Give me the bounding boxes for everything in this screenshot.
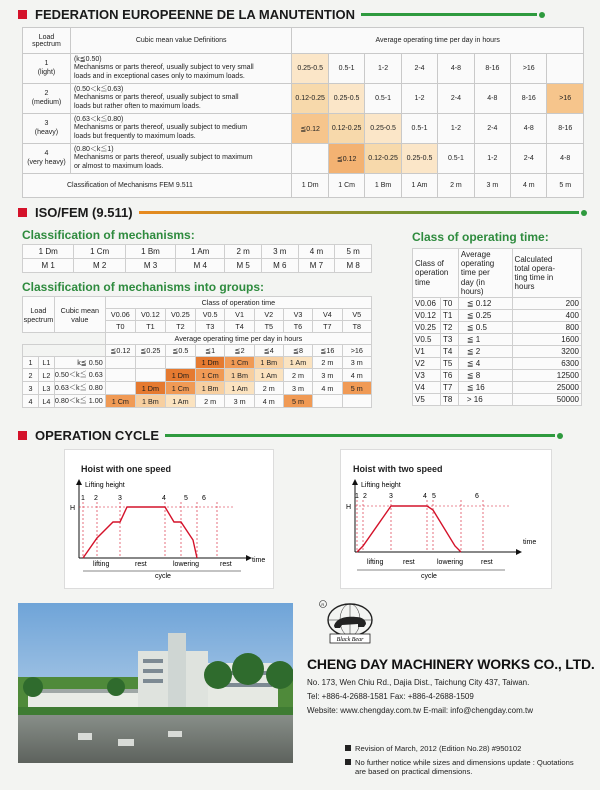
red-square-bullet bbox=[18, 208, 27, 217]
groups-hours-cell: ≦0.5 bbox=[165, 345, 195, 357]
mech-class-fem-cell: 5 m bbox=[335, 245, 372, 259]
company-web-email: Website: www.chengday.com.tw E-mail: info@chengday.com.tw bbox=[307, 706, 533, 715]
op-time-row bbox=[413, 393, 582, 405]
fem-hours-cell: 8-16 bbox=[547, 114, 584, 144]
one-speed-title: Hoist with one speed bbox=[81, 464, 172, 474]
groups-class-cell bbox=[105, 357, 135, 369]
groups-row bbox=[23, 357, 372, 369]
fem-hours-cell: 0.12-0.25 bbox=[365, 144, 401, 174]
groups-class-cell: 1 Cm bbox=[225, 357, 254, 369]
op-time-cell: ≦ 2 bbox=[458, 345, 512, 357]
op-time-h2: Average operating time per day (in hours) bbox=[458, 249, 512, 298]
fem-row bbox=[23, 84, 584, 114]
groups-class-cell: 4 m bbox=[313, 382, 343, 395]
groups-row bbox=[23, 369, 372, 382]
fem-hours-cell: ≦0.12 bbox=[292, 114, 328, 144]
two-pt-2: 2 bbox=[363, 493, 367, 500]
two-speed-diagram bbox=[341, 450, 553, 590]
op-time-cell: V2 bbox=[413, 357, 441, 369]
groups-v-codes-cell: V0.12 bbox=[135, 309, 165, 321]
groups-title: Classification of mechanisms into groups: bbox=[22, 280, 265, 294]
groups-class-cell: 5 m bbox=[342, 382, 371, 395]
orange-rule bbox=[139, 211, 579, 214]
groups-hours-cell: >16 bbox=[342, 345, 371, 357]
op-time-cell: T5 bbox=[440, 357, 458, 369]
groups-class-cell bbox=[135, 357, 165, 369]
mech-class-iso-cell: M 2 bbox=[74, 259, 125, 273]
groups-t-codes-cell: T0 bbox=[105, 321, 135, 333]
op-time-cell: V4 bbox=[413, 381, 441, 393]
op-time-cell: V0.25 bbox=[413, 321, 441, 333]
groups-k-cell: k≦ 0.50 bbox=[54, 357, 105, 369]
two-pt-5: 5 bbox=[432, 493, 436, 500]
fem-hours-cell: 0.12-0.25 bbox=[292, 84, 328, 114]
op-time-cell: 200 bbox=[512, 297, 581, 309]
op-time-cell: 12500 bbox=[512, 369, 581, 381]
one-phase-rest: rest bbox=[135, 561, 147, 568]
groups-class-cell: 1 Dm bbox=[165, 369, 195, 382]
company-name: CHENG DAY MACHINERY WORKS CO., LTD. bbox=[307, 656, 595, 672]
note-bullet bbox=[345, 745, 351, 751]
groups-class-cell: 4 m bbox=[254, 395, 283, 408]
groups-class-cell bbox=[135, 369, 165, 382]
fem-heading-text: FEDERATION EUROPEENNE DE LA MANUTENTION bbox=[35, 7, 355, 22]
op-time-cell: T2 bbox=[440, 321, 458, 333]
mech-class-fem-cell: 1 Cm bbox=[74, 245, 125, 259]
two-pt-1: 1 bbox=[355, 493, 359, 500]
groups-hours-cell: ≦0.25 bbox=[135, 345, 165, 357]
op-time-cell: 800 bbox=[512, 321, 581, 333]
groups-class-cell: 1 Bm bbox=[195, 382, 225, 395]
op-time-cell: ≦ 1 bbox=[458, 333, 512, 345]
mech-class-fem-cell: 1 Bm bbox=[125, 245, 175, 259]
two-ylabel: Lifting height bbox=[361, 482, 401, 489]
one-phase-rest-2: rest bbox=[220, 561, 232, 568]
fem-hours-cell: 8-16 bbox=[511, 84, 547, 114]
mech-class-iso-cell: M 7 bbox=[298, 259, 335, 273]
groups-hours-cell: ≦2 bbox=[225, 345, 254, 357]
groups-class-cell: 1 Am bbox=[165, 395, 195, 408]
groups-l-cell: L1 bbox=[38, 357, 54, 369]
fem-hours-cell: >16 bbox=[547, 84, 584, 114]
groups-n-cell: 2 bbox=[23, 369, 39, 382]
op-time-row bbox=[413, 357, 582, 369]
groups-l-cell: L4 bbox=[38, 395, 54, 408]
fem-class-cell: 2 m bbox=[438, 174, 474, 198]
mech-class-fem-cell: 1 Am bbox=[176, 245, 225, 259]
groups-k-cell: 0.50＜k≦ 0.63 bbox=[54, 369, 105, 382]
op-time-h3: Calculated total opera- ting time in hours bbox=[512, 249, 581, 298]
op-time-table bbox=[412, 248, 582, 406]
fem-hours-cell: 0.5-1 bbox=[365, 84, 401, 114]
two-phase-lifting: lifting bbox=[367, 559, 384, 566]
groups-class-cell: 3 m bbox=[283, 382, 312, 395]
mech-class-iso-cell: M 1 bbox=[23, 259, 74, 273]
op-time-cell: T0 bbox=[440, 297, 458, 309]
two-pt-6: 6 bbox=[475, 493, 479, 500]
one-speed-diagram bbox=[65, 450, 275, 590]
note-dimensions: No further notice while sizes and dimensions update : Quotations are based on practical dimensions. bbox=[345, 758, 585, 776]
op-time-cell: > 16 bbox=[458, 393, 512, 405]
op-time-row bbox=[413, 297, 582, 309]
fem-hours-cell: 0.12-0.25 bbox=[328, 114, 364, 144]
fem-load-spectrum: 4 (very heavy) bbox=[23, 144, 71, 174]
groups-n-cell: 3 bbox=[23, 382, 39, 395]
green-rule-end bbox=[581, 210, 587, 216]
groups-v-codes-cell: V3 bbox=[283, 309, 312, 321]
op-time-cell: T6 bbox=[440, 369, 458, 381]
op-time-cell: 3200 bbox=[512, 345, 581, 357]
op-time-cell: ≦ 0.12 bbox=[458, 297, 512, 309]
fem-table bbox=[22, 27, 584, 198]
two-h-label: H bbox=[346, 504, 352, 511]
groups-v-codes-cell: V2 bbox=[254, 309, 283, 321]
groups-row bbox=[23, 395, 372, 408]
fem-definition: (0.80＜k≦1) Mechanisms or parts thereof, usually subject to maximum or almost to maximum loads. bbox=[70, 144, 291, 174]
groups-class-cell bbox=[105, 382, 135, 395]
fem-load-spectrum: 1 (light) bbox=[23, 54, 71, 84]
op-time-cell: 400 bbox=[512, 309, 581, 321]
fem-hours-cell bbox=[292, 144, 328, 174]
one-ylabel: Lifting height bbox=[85, 482, 125, 489]
op-time-cell: ≦ 16 bbox=[458, 381, 512, 393]
op-time-cell: V3 bbox=[413, 369, 441, 381]
op-time-row bbox=[413, 309, 582, 321]
mech-class-title: Classification of mechanisms: bbox=[22, 228, 195, 242]
op-time-row bbox=[413, 333, 582, 345]
fem-class-cell: 4 m bbox=[511, 174, 547, 198]
groups-class-cell: 1 Dm bbox=[195, 357, 225, 369]
op-time-cell: T4 bbox=[440, 345, 458, 357]
fem-row bbox=[23, 144, 584, 174]
groups-class-cell: 3 m bbox=[313, 369, 343, 382]
fem-hours-cell: 2-4 bbox=[474, 114, 510, 144]
green-rule-end bbox=[539, 12, 545, 18]
groups-class-cell: 1 Am bbox=[283, 357, 312, 369]
op-time-row bbox=[413, 369, 582, 381]
groups-class-cell bbox=[342, 395, 371, 408]
groups-class-cell: 3 m bbox=[342, 357, 371, 369]
groups-v-codes-cell: V4 bbox=[313, 309, 343, 321]
cycle-panel-one-speed bbox=[64, 449, 274, 589]
green-rule bbox=[361, 13, 537, 16]
op-time-cell: ≦ 4 bbox=[458, 357, 512, 369]
fem-hours-cell: 1-2 bbox=[365, 54, 401, 84]
groups-v-codes-cell: V5 bbox=[342, 309, 371, 321]
groups-class-cell: 1 Bm bbox=[254, 357, 283, 369]
fem-hours-cell: 0.25-0.5 bbox=[365, 114, 401, 144]
op-time-cell: 50000 bbox=[512, 393, 581, 405]
fem-col-spectrum: Load spectrum bbox=[23, 28, 71, 54]
one-pt-6: 6 bbox=[202, 495, 206, 502]
op-time-cell: 1600 bbox=[512, 333, 581, 345]
one-pt-3: 3 bbox=[118, 495, 122, 502]
two-time-label: time bbox=[523, 539, 537, 546]
two-cycle-label: cycle bbox=[421, 573, 437, 580]
green-rule bbox=[165, 434, 555, 437]
groups-class-cell: 2 m bbox=[313, 357, 343, 369]
cycle-heading bbox=[18, 428, 563, 443]
groups-class-cell: 2 m bbox=[254, 382, 283, 395]
op-time-cell: V1 bbox=[413, 345, 441, 357]
one-pt-1: 1 bbox=[81, 495, 85, 502]
fem-class-cell: 5 m bbox=[547, 174, 584, 198]
groups-v-codes-cell: V0.25 bbox=[165, 309, 195, 321]
two-phase-lowering: lowering bbox=[437, 559, 464, 566]
groups-n-cell: 1 bbox=[23, 357, 39, 369]
cycle-panel-two-speed bbox=[340, 449, 552, 589]
fem-hours-cell: 4-8 bbox=[438, 54, 474, 84]
company-address: No. 173, Wen Chiu Rd., Dajia Dist., Taichung City 437, Taiwan. bbox=[307, 678, 530, 687]
groups-k-cell: 0.80＜k≦ 1.00 bbox=[54, 395, 105, 408]
fem-hours-cell bbox=[547, 54, 584, 84]
fem-hours-cell: 2-4 bbox=[511, 144, 547, 174]
fem-hours-cell: 0.5-1 bbox=[328, 54, 364, 84]
one-pt-2: 2 bbox=[94, 495, 98, 502]
fem-hours-cell: ≦0.12 bbox=[328, 144, 364, 174]
op-time-cell: 25000 bbox=[512, 381, 581, 393]
fem-class-cell: 1 Dm bbox=[292, 174, 328, 198]
mech-class-fem-cell: 2 m bbox=[225, 245, 262, 259]
groups-class-cell: 1 Bm bbox=[135, 395, 165, 408]
op-time-cell: ≦ 0.25 bbox=[458, 309, 512, 321]
mech-class-iso-cell: M 5 bbox=[225, 259, 262, 273]
two-speed-title: Hoist with two speed bbox=[353, 464, 443, 474]
groups-col-load: Load spectrum bbox=[23, 297, 55, 333]
fem-row bbox=[23, 114, 584, 144]
groups-class-cell bbox=[313, 395, 343, 408]
fem-hours-cell: 0.5-1 bbox=[438, 144, 474, 174]
fem-hours-cell: 1-2 bbox=[474, 144, 510, 174]
fem-hours-cell: >16 bbox=[511, 54, 547, 84]
op-time-cell: T3 bbox=[440, 333, 458, 345]
fem-hours-cell: 8-16 bbox=[474, 54, 510, 84]
groups-l-cell: L3 bbox=[38, 382, 54, 395]
fem-class-cell: 1 Cm bbox=[328, 174, 364, 198]
groups-t-codes-cell: T1 bbox=[135, 321, 165, 333]
op-time-cell: T8 bbox=[440, 393, 458, 405]
fem-row bbox=[23, 54, 584, 84]
one-pt-4: 4 bbox=[162, 495, 166, 502]
fem-hours-cell: 2-4 bbox=[438, 84, 474, 114]
op-time-cell: ≦ 8 bbox=[458, 369, 512, 381]
op-time-cell: V0.06 bbox=[413, 297, 441, 309]
fem-class-cell: 1 Am bbox=[401, 174, 437, 198]
groups-table bbox=[22, 296, 372, 408]
groups-t-codes-cell: T3 bbox=[195, 321, 225, 333]
iso-heading-text: ISO/FEM (9.511) bbox=[35, 205, 133, 220]
fem-hours-cell: 2-4 bbox=[401, 54, 437, 84]
two-phase-rest: rest bbox=[403, 559, 415, 566]
groups-class-cell: 2 m bbox=[195, 395, 225, 408]
op-time-row bbox=[413, 345, 582, 357]
one-cycle-label: cycle bbox=[155, 573, 171, 580]
op-time-h1: Class of operation time bbox=[413, 249, 459, 298]
fem-definition: (k≦0.50) Mechanisms or parts thereof, usually subject to very small loads and in exceptional cases only to maximum loads. bbox=[70, 54, 291, 84]
mech-class-iso-cell: M 3 bbox=[125, 259, 175, 273]
groups-class-cell: 1 Am bbox=[225, 382, 254, 395]
mech-class-iso-cell: M 4 bbox=[176, 259, 225, 273]
op-time-cell: T1 bbox=[440, 309, 458, 321]
groups-t-codes-cell: T6 bbox=[283, 321, 312, 333]
fem-hours-cell: 4-8 bbox=[547, 144, 584, 174]
groups-v-codes-cell: V1 bbox=[225, 309, 254, 321]
groups-l-cell: L2 bbox=[38, 369, 54, 382]
groups-class-cell: 1 Am bbox=[254, 369, 283, 382]
fem-class-cell: 1 Bm bbox=[365, 174, 401, 198]
groups-col-cubic: Cubic mean value bbox=[54, 297, 105, 333]
groups-v-codes-cell: V0.06 bbox=[105, 309, 135, 321]
factory-photo bbox=[18, 603, 293, 763]
svg-text:R: R bbox=[321, 601, 325, 607]
fem-col-avg: Average operating time per day in hours bbox=[292, 28, 584, 54]
one-phase-lowering: lowering bbox=[173, 561, 200, 568]
op-time-cell: T7 bbox=[440, 381, 458, 393]
groups-class-cell: 3 m bbox=[225, 395, 254, 408]
note-revision: Revision of March, 2012 (Edition No.28) #950102 bbox=[345, 744, 521, 753]
groups-class-cell: 2 m bbox=[283, 369, 312, 382]
groups-class-cell bbox=[165, 357, 195, 369]
groups-v-codes-cell: V0.5 bbox=[195, 309, 225, 321]
green-rule-end bbox=[557, 433, 563, 439]
logo-text: Black Bear bbox=[336, 637, 364, 643]
op-time-cell: V5 bbox=[413, 393, 441, 405]
groups-hours-cell: ≦8 bbox=[283, 345, 312, 357]
op-time-row bbox=[413, 321, 582, 333]
company-logo bbox=[318, 600, 376, 646]
one-phase-lifting: lifting bbox=[93, 561, 110, 568]
groups-class-cell bbox=[105, 369, 135, 382]
groups-hours-cell: ≦1 bbox=[195, 345, 225, 357]
mech-class-fem-cell: 3 m bbox=[261, 245, 298, 259]
groups-class-cell: 5 m bbox=[283, 395, 312, 408]
groups-hours-cell: ≦16 bbox=[313, 345, 343, 357]
cycle-heading-text: OPERATION CYCLE bbox=[35, 428, 159, 443]
note-bullet bbox=[345, 759, 351, 765]
company-phone-fax: Tel: +886-4-2688-1581 Fax: +886-4-2688-1509 bbox=[307, 692, 474, 701]
mech-class-fem-cell: 4 m bbox=[298, 245, 335, 259]
groups-t-codes-cell: T8 bbox=[342, 321, 371, 333]
fem-hours-cell: 0.25-0.5 bbox=[292, 54, 328, 84]
groups-hours-cell: ≦4 bbox=[254, 345, 283, 357]
groups-t-codes-cell: T2 bbox=[165, 321, 195, 333]
groups-class-cell: 4 m bbox=[342, 369, 371, 382]
mech-class-fem-cell: 1 Dm bbox=[23, 245, 74, 259]
fem-hours-cell: 0.5-1 bbox=[401, 114, 437, 144]
groups-t-codes-cell: T5 bbox=[254, 321, 283, 333]
red-square-bullet bbox=[18, 10, 27, 19]
groups-t-codes-cell: T7 bbox=[313, 321, 343, 333]
red-square-bullet bbox=[18, 431, 27, 440]
mech-class-iso-cell: M 6 bbox=[261, 259, 298, 273]
mech-class-iso-cell: M 8 bbox=[335, 259, 372, 273]
op-time-cell: V0.5 bbox=[413, 333, 441, 345]
groups-hours-cell: ≦0.12 bbox=[105, 345, 135, 357]
op-time-cell: V0.12 bbox=[413, 309, 441, 321]
op-time-title: Class of operating time: bbox=[412, 230, 549, 244]
groups-class-op: Class of operation time bbox=[105, 297, 371, 309]
fem-hours-cell: 4-8 bbox=[474, 84, 510, 114]
one-pt-5: 5 bbox=[184, 495, 188, 502]
groups-class-cell: 1 Bm bbox=[225, 369, 254, 382]
groups-n-cell: 4 bbox=[23, 395, 39, 408]
fem-load-spectrum: 2 (medium) bbox=[23, 84, 71, 114]
fem-hours-cell: 1-2 bbox=[438, 114, 474, 144]
fem-hours-cell: 4-8 bbox=[511, 114, 547, 144]
one-time-label: time bbox=[252, 557, 266, 564]
op-time-cell: 6300 bbox=[512, 357, 581, 369]
groups-k-cell: 0.63＜k≦ 0.80 bbox=[54, 382, 105, 395]
groups-t-codes-cell: T4 bbox=[225, 321, 254, 333]
fem-hours-cell: 1-2 bbox=[401, 84, 437, 114]
two-pt-4: 4 bbox=[423, 493, 427, 500]
fem-definition: (0.50＜k≦0.63) Mechanisms or parts thereof, usually subject to small loads but rather often to maximum loads. bbox=[70, 84, 291, 114]
fem-col-def: Cubic mean value Definitions bbox=[70, 28, 291, 54]
fem-class-cell: 3 m bbox=[474, 174, 510, 198]
iso-heading bbox=[18, 205, 587, 220]
groups-class-cell: 1 Dm bbox=[135, 382, 165, 395]
fem-definition: (0.63＜k≦0.80) Mechanisms or parts thereof, usually subject to medium loads but frequently to maximum loads. bbox=[70, 114, 291, 144]
fem-class-label: Classification of Mechanisms FEM 9.511 bbox=[23, 174, 292, 198]
two-pt-3: 3 bbox=[389, 493, 393, 500]
op-time-cell: ≦ 0.5 bbox=[458, 321, 512, 333]
groups-class-cell: 1 Cm bbox=[105, 395, 135, 408]
groups-class-cell: 1 Cm bbox=[165, 382, 195, 395]
groups-row bbox=[23, 382, 372, 395]
groups-avg-label: Average operating time per day in hours bbox=[105, 333, 371, 345]
fem-hours-cell: 0.25-0.5 bbox=[401, 144, 437, 174]
fem-load-spectrum: 3 (heavy) bbox=[23, 114, 71, 144]
op-time-row bbox=[413, 381, 582, 393]
one-h-label: H bbox=[70, 505, 76, 512]
two-phase-rest-2: rest bbox=[481, 559, 493, 566]
mech-class-table bbox=[22, 244, 372, 273]
fem-heading bbox=[18, 7, 545, 22]
groups-class-cell: 1 Cm bbox=[195, 369, 225, 382]
fem-hours-cell: 0.25-0.5 bbox=[328, 84, 364, 114]
